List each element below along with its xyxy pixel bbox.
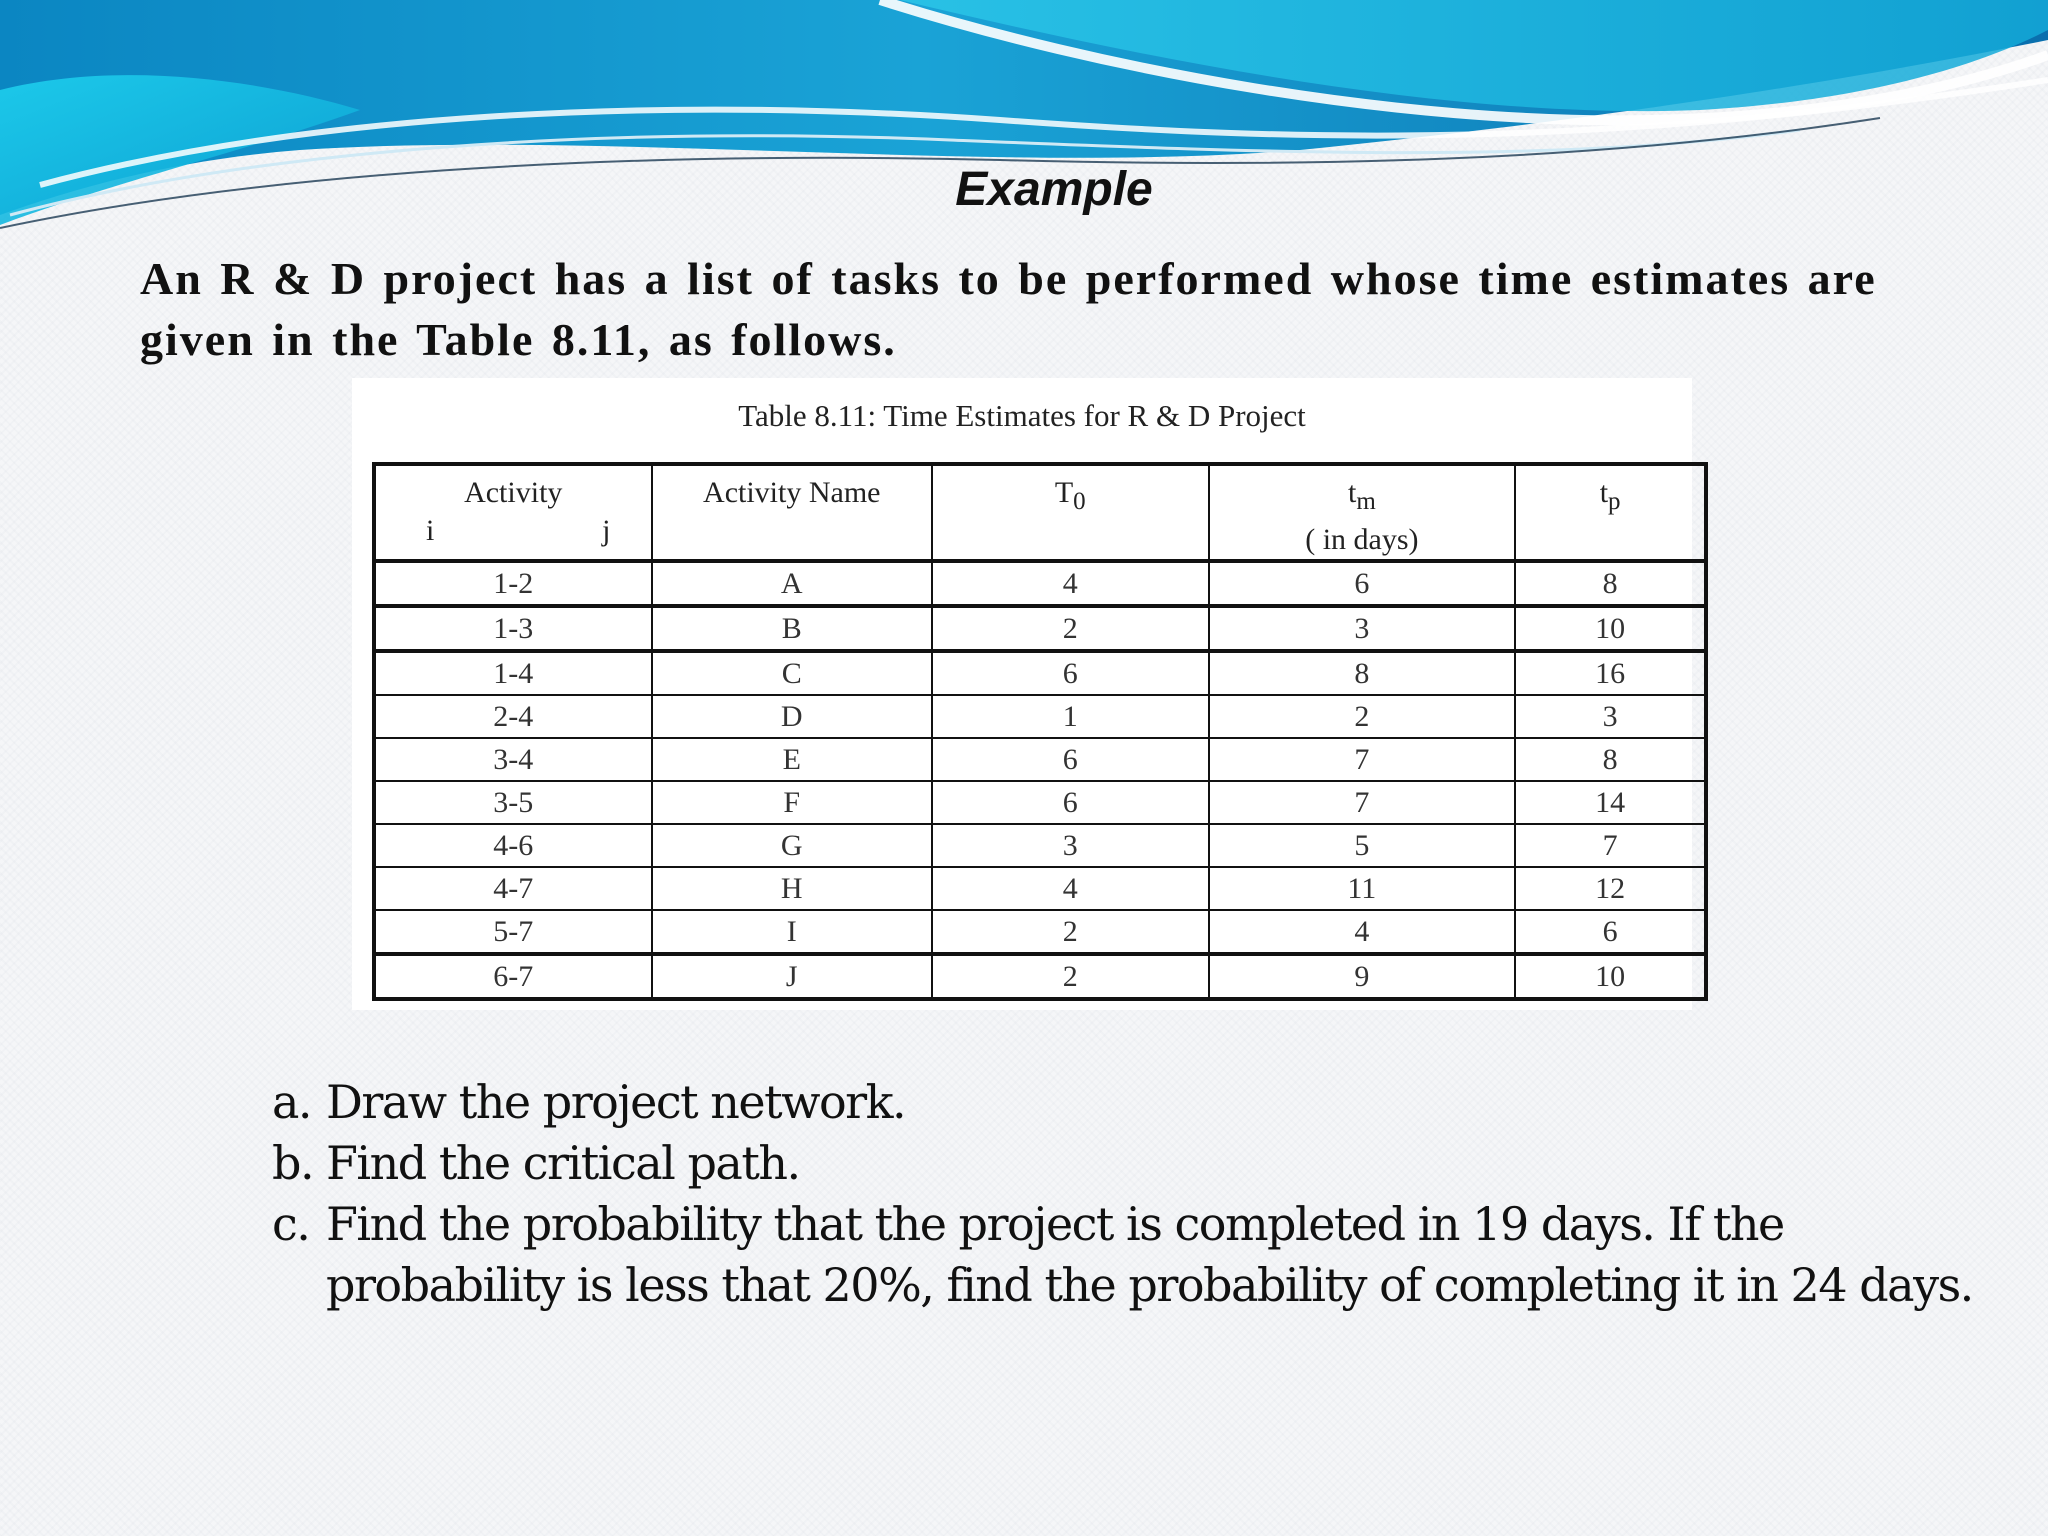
table-row	[374, 910, 1706, 954]
table-caption: Table 8.11: Time Estimates for R & D Project	[738, 398, 1306, 433]
cell-activity: 3-4	[374, 738, 652, 781]
header-t0-subscript: 0	[1073, 488, 1086, 515]
cell-activity-name: F	[652, 781, 933, 824]
cell-activity: 6-7	[374, 954, 652, 999]
cell-tp: 7	[1515, 824, 1706, 867]
table-row	[374, 606, 1706, 651]
cell-t0: 6	[932, 781, 1208, 824]
header-t0-label: T	[1054, 476, 1074, 509]
cell-t0: 2	[932, 606, 1208, 651]
question-item	[272, 1133, 1992, 1194]
header-activity-nodes	[376, 512, 651, 550]
cell-tm: 3	[1209, 606, 1516, 651]
cell-tm: 4	[1209, 910, 1516, 954]
cell-activity-name: D	[652, 695, 933, 738]
cell-tm: 2	[1209, 695, 1516, 738]
time-estimates-table	[372, 462, 1708, 1001]
question-text: Find the probability that the project is completed in 19 days. If the probability is less that 20%, find the probability of completing it in 24 days.	[326, 1197, 1973, 1312]
cell-t0: 1	[932, 695, 1208, 738]
table-row	[374, 561, 1706, 606]
table-row	[374, 738, 1706, 781]
cell-activity: 5-7	[374, 910, 652, 954]
cell-activity-name: I	[652, 910, 933, 954]
question-text: Find the critical path.	[326, 1136, 800, 1190]
cell-activity: 3-5	[374, 781, 652, 824]
table-panel	[352, 378, 1692, 1010]
cell-t0: 4	[932, 867, 1208, 910]
question-list	[272, 1072, 1992, 1316]
cell-tm: 9	[1209, 954, 1516, 999]
intro-paragraph: An R & D project has a list of tasks to be performed whose time estimates are given in the Table 8.11, as follows.	[140, 253, 1877, 365]
cell-activity: 1-4	[374, 651, 652, 695]
cell-activity: 4-7	[374, 867, 652, 910]
table-row	[374, 651, 1706, 695]
header-wave-decoration	[0, 0, 2048, 260]
header-tp-subscript: p	[1608, 488, 1621, 515]
cell-activity-name: H	[652, 867, 933, 910]
cell-t0: 6	[932, 651, 1208, 695]
header-activity-name	[652, 464, 933, 561]
header-tm	[1209, 464, 1516, 561]
slide-title: Example	[955, 163, 1153, 216]
table-row	[374, 954, 1706, 999]
header-tm-label: t	[1347, 476, 1357, 509]
question-item	[272, 1072, 1992, 1133]
table-row	[374, 867, 1706, 910]
question-marker: c.	[272, 1197, 310, 1251]
cell-tp: 14	[1515, 781, 1706, 824]
cell-t0: 4	[932, 561, 1208, 606]
header-t0	[932, 464, 1208, 561]
cell-tm: 11	[1209, 867, 1516, 910]
cell-t0: 6	[932, 738, 1208, 781]
cell-activity: 1-3	[374, 606, 652, 651]
cell-tp: 8	[1515, 738, 1706, 781]
cell-tp: 10	[1515, 606, 1706, 651]
cell-activity-name: C	[652, 651, 933, 695]
cell-tp: 3	[1515, 695, 1706, 738]
cell-tp: 6	[1515, 910, 1706, 954]
table-header-row	[374, 464, 1706, 561]
cell-tm: 7	[1209, 738, 1516, 781]
header-tp-label: t	[1599, 476, 1609, 509]
header-activity-label: Activity	[464, 476, 563, 509]
cell-activity: 4-6	[374, 824, 652, 867]
table-row	[374, 695, 1706, 738]
header-tm-unit: ( in days)	[1305, 523, 1419, 556]
header-node-j: j	[602, 514, 611, 547]
question-text: Draw the project network.	[326, 1075, 906, 1129]
cell-tp: 16	[1515, 651, 1706, 695]
table-row	[374, 824, 1706, 867]
header-tp	[1515, 464, 1706, 561]
cell-tm: 8	[1209, 651, 1516, 695]
cell-activity-name: G	[652, 824, 933, 867]
cell-activity: 1-2	[374, 561, 652, 606]
question-marker: a.	[272, 1075, 312, 1129]
table-row	[374, 781, 1706, 824]
cell-activity: 2-4	[374, 695, 652, 738]
cell-activity-name: J	[652, 954, 933, 999]
cell-t0: 3	[932, 824, 1208, 867]
header-activity-name-label: Activity Name	[703, 476, 881, 509]
header-node-i: i	[426, 514, 435, 547]
cell-t0: 2	[932, 954, 1208, 999]
cell-tm: 5	[1209, 824, 1516, 867]
cell-activity-name: A	[652, 561, 933, 606]
header-activity	[374, 464, 652, 561]
question-marker: b.	[272, 1136, 314, 1190]
header-tm-subscript: m	[1356, 488, 1376, 515]
cell-tp: 12	[1515, 867, 1706, 910]
cell-tm: 6	[1209, 561, 1516, 606]
cell-activity-name: B	[652, 606, 933, 651]
cell-tm: 7	[1209, 781, 1516, 824]
cell-tp: 8	[1515, 561, 1706, 606]
cell-tp: 10	[1515, 954, 1706, 999]
question-item	[272, 1194, 1992, 1316]
cell-t0: 2	[932, 910, 1208, 954]
cell-activity-name: E	[652, 738, 933, 781]
